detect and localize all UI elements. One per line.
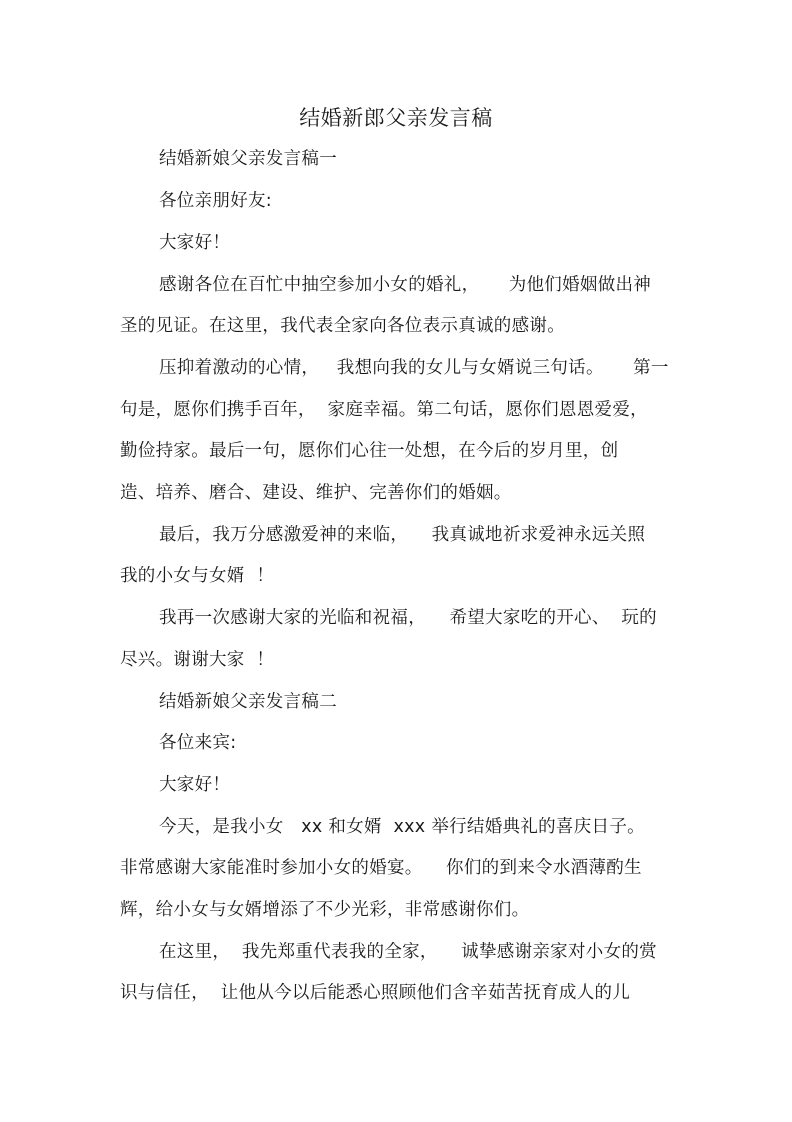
- paragraph-line: 我再一次感谢大家的光临和祝福， 希望大家吃的开心、 玩的: [159, 608, 657, 628]
- document-title: 结婚新郎父亲发言稿: [299, 106, 493, 130]
- paragraph-line: 识与信任， 让他从今以后能悉心照顾他们含辛茹苦抚育成人的儿: [120, 983, 631, 1003]
- paragraph-line: 句是，愿你们携手百年， 家庭幸福。第二句话，愿你们恩恩爱爱，: [120, 400, 648, 420]
- salutation-2: 各位来宾:: [159, 733, 237, 753]
- paragraph-line: 辉，给小女与女婿增添了不少光彩，非常感谢你们。: [120, 900, 530, 920]
- paragraph-line: 今天，是我小女 xx 和女婿 xxx 举行结婚典礼的喜庆日子。: [159, 817, 645, 837]
- paragraph-line: 勤俭持家。最后一句，愿你们心往一处想，在今后的岁月里，创: [120, 441, 619, 461]
- paragraph-line: 感谢各位在百忙中抽空参加小女的婚礼， 为他们婚姻做出神: [159, 275, 652, 295]
- greeting-1: 大家好！: [159, 233, 231, 253]
- greeting-2: 大家好！: [159, 775, 231, 795]
- paragraph-line: 尽兴。谢谢大家 ！: [120, 650, 275, 670]
- section-heading-1: 结婚新娘父亲发言稿一: [159, 149, 337, 169]
- paragraph-line: 非常感谢大家能准时参加小女的婚宴。 你们的到来令水酒薄酌生: [120, 858, 642, 878]
- section-heading-2: 结婚新娘父亲发言稿二: [159, 692, 337, 712]
- paragraph-line: 我的小女与女婿 ！: [120, 566, 275, 586]
- paragraph-line: 最后，我万分感激爱神的来临， 我真诚地祈求爱神永远关照: [159, 525, 646, 545]
- salutation-1: 各位亲朋好友:: [159, 191, 272, 211]
- paragraph-line: 造、培养、磨合、建设、维护、完善你们的婚姻。: [120, 483, 512, 503]
- paragraph-line: 在这里， 我先郑重代表我的全家， 诚挚感谢亲家对小女的赏: [159, 942, 657, 962]
- paragraph-line: 压抑着激动的心情， 我想向我的女儿与女婿说三句话。 第一: [159, 358, 669, 378]
- paragraph-line: 圣的见证。在这里，我代表全家向各位表示真诚的感谢。: [120, 316, 565, 336]
